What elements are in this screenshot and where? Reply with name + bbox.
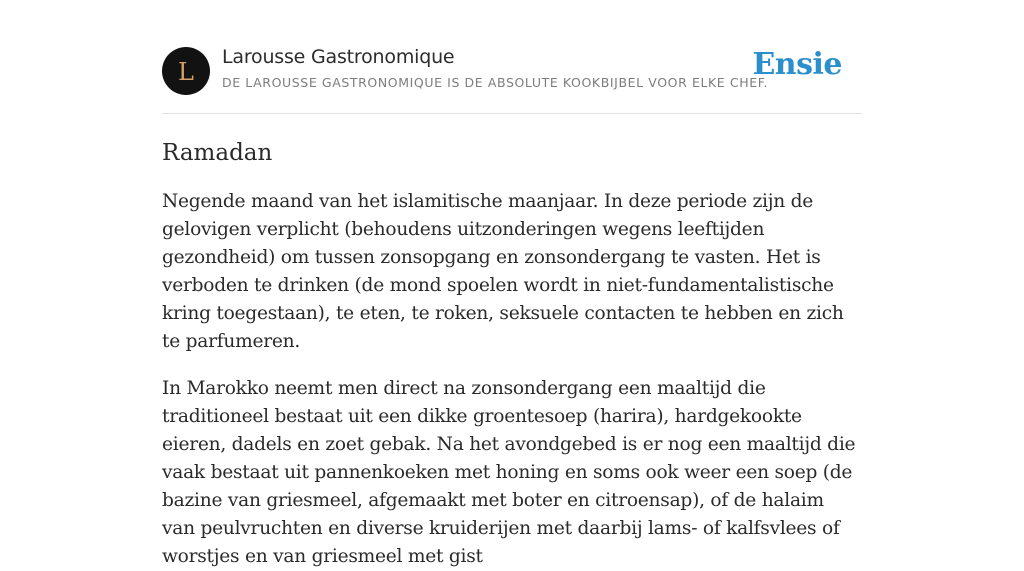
source-avatar[interactable]: [162, 47, 210, 95]
source-title[interactable]: Larousse Gastronomique: [222, 46, 455, 68]
source-header: [162, 0, 862, 114]
source-tagline: DE LAROUSSE GASTRONOMIQUE IS DE ABSOLUTE KOOKBIJBEL VOOR ELKE CHEF.: [222, 75, 769, 90]
brand-logo-link[interactable]: Ensie: [752, 47, 842, 82]
article-paragraph: Negende maand van het islamitische maanjaar. In deze periode zijn de gelovigen verplicht (behoudens uitzonderingen wegens leeftijden gezondheid) om tussen zonsopgang en zonsondergang te vasten. Het is verboden te drinken (de mond spoelen wordt in niet-fundamentalistische kring toegestaan), te eten, te roken, seksuele contacten te hebben en zich te parfumeren.: [162, 191, 844, 352]
article-paragraph: In Marokko neemt men direct na zonsondergang een maaltijd die traditioneel bestaat uit een dikke groentesoep (harira), hardgekookte eieren, dadels en zoet gebak. Na het avondgebed is er nog een maaltijd die vaak bestaat uit pannenkoeken met honing en soms ook weer een soep (de bazine van griesmeel, afgemaakt met boter en citroensap), of de halaim van peulvruchten en diverse kruiderijen met daarbij lams- of kalfsvlees of worstjes en van griesmeel met gist: [162, 378, 856, 567]
avatar-letter: L: [178, 57, 194, 86]
content-column: [162, 0, 862, 571]
article-title: Ramadan: [162, 140, 273, 166]
